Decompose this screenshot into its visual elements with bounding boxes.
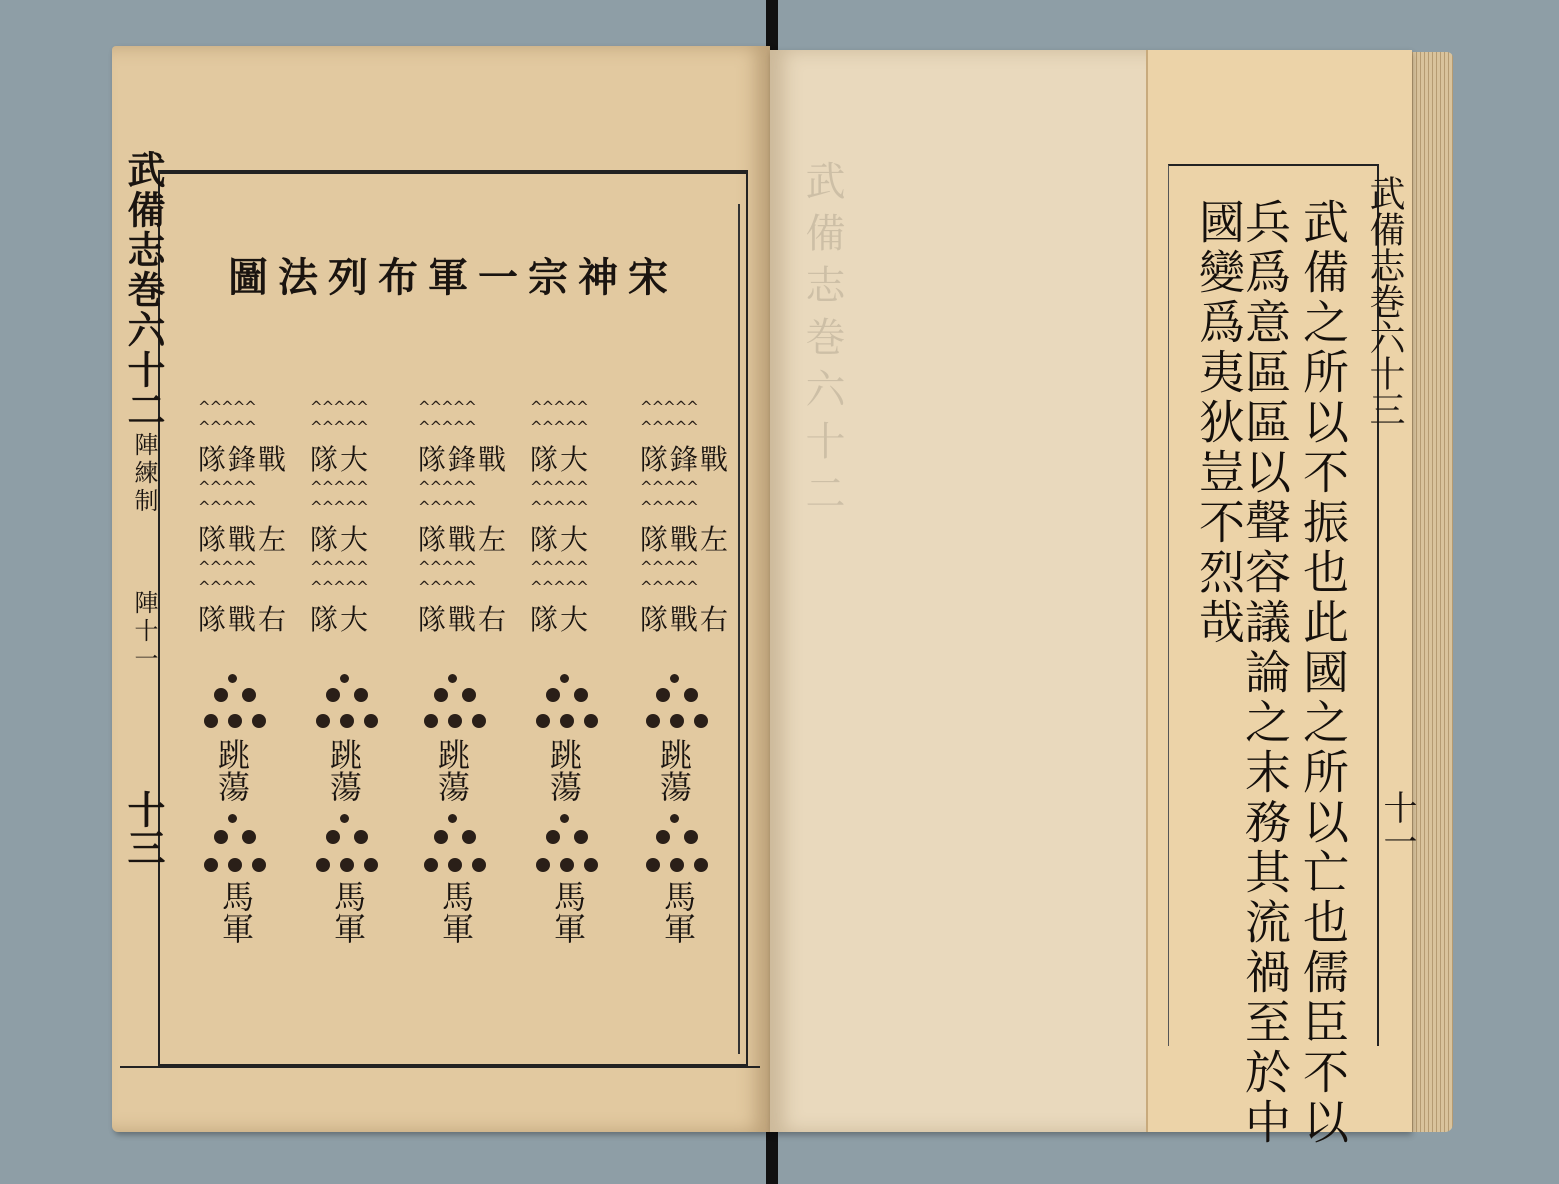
dot-mark bbox=[228, 674, 237, 683]
soldier-marks: ^^^^^ bbox=[418, 558, 476, 576]
soldier-marks: ^^^^^ bbox=[418, 418, 476, 436]
margin-title: 武備志巻六十二 bbox=[121, 150, 166, 430]
soldier-marks: ^^^^^ bbox=[530, 398, 588, 416]
right-margin-folio: 十一 bbox=[1377, 790, 1417, 858]
unit-label: 右戰隊 bbox=[417, 603, 508, 636]
cavalry-dot-cluster bbox=[532, 674, 602, 734]
soldier-marks: ^^^^^ bbox=[198, 418, 256, 436]
text-column-3: 國變爲夷狄豈不烈哉 bbox=[1192, 198, 1246, 648]
dot-mark bbox=[560, 714, 574, 728]
soldier-marks: ^^^^^ bbox=[310, 418, 368, 436]
unit-label: 大隊 bbox=[530, 523, 591, 556]
soldier-marks: ^^^^^ bbox=[418, 498, 476, 516]
cavalry-dot-cluster bbox=[642, 814, 712, 874]
dot-mark bbox=[694, 858, 708, 872]
margin-subsection: 陣十一 bbox=[130, 590, 158, 674]
soldier-marks: ^^^^^ bbox=[530, 478, 588, 496]
dot-mark bbox=[684, 688, 698, 702]
cavalry-dot-cluster bbox=[200, 814, 270, 874]
dot-mark bbox=[228, 858, 242, 872]
mid-label: 跳蕩 bbox=[433, 738, 471, 802]
mid-label: 跳蕩 bbox=[545, 738, 583, 802]
dot-mark bbox=[670, 814, 679, 823]
soldier-marks: ^^^^^ bbox=[198, 578, 256, 596]
cavalry-dot-cluster bbox=[420, 674, 490, 734]
dot-mark bbox=[546, 688, 560, 702]
soldier-marks: ^^^^^ bbox=[640, 398, 698, 416]
soldier-marks: ^^^^^ bbox=[640, 498, 698, 516]
dot-mark bbox=[316, 714, 330, 728]
mid-label: 跳蕩 bbox=[655, 738, 693, 802]
dot-mark bbox=[228, 814, 237, 823]
formation-column bbox=[530, 398, 620, 638]
formation-column bbox=[640, 398, 730, 638]
dot-mark bbox=[364, 714, 378, 728]
cavalry-dot-cluster bbox=[420, 814, 490, 874]
dot-mark bbox=[354, 830, 368, 844]
soldier-marks: ^^^^^ bbox=[640, 578, 698, 596]
dot-mark bbox=[472, 714, 486, 728]
dot-mark bbox=[214, 688, 228, 702]
soldier-marks: ^^^^^ bbox=[640, 478, 698, 496]
margin-chapter: 陣練制 bbox=[130, 432, 158, 516]
soldier-marks: ^^^^^ bbox=[530, 498, 588, 516]
dot-mark bbox=[684, 830, 698, 844]
dot-mark bbox=[694, 714, 708, 728]
dot-mark bbox=[340, 674, 349, 683]
dot-mark bbox=[656, 830, 670, 844]
cavalry-dot-cluster bbox=[312, 674, 382, 734]
dot-mark bbox=[448, 858, 462, 872]
mid-label: 跳蕩 bbox=[325, 738, 363, 802]
dot-mark bbox=[472, 858, 486, 872]
soldier-marks: ^^^^^ bbox=[530, 418, 588, 436]
bottom-label: 馬軍 bbox=[329, 880, 367, 944]
soldier-marks: ^^^^^ bbox=[530, 578, 588, 596]
text-column-1: 武備之所以不振也此國之所以亡也儒臣不以 bbox=[1296, 198, 1350, 1148]
soldier-marks: ^^^^^ bbox=[310, 478, 368, 496]
dot-mark bbox=[560, 814, 569, 823]
dot-mark bbox=[228, 714, 242, 728]
dot-mark bbox=[316, 858, 330, 872]
dot-mark bbox=[214, 830, 228, 844]
dot-mark bbox=[670, 858, 684, 872]
dot-mark bbox=[326, 688, 340, 702]
dot-mark bbox=[670, 714, 684, 728]
soldier-marks: ^^^^^ bbox=[530, 558, 588, 576]
mid-label: 跳蕩 bbox=[213, 738, 251, 802]
dot-mark bbox=[670, 674, 679, 683]
dot-mark bbox=[326, 830, 340, 844]
unit-label: 戰鋒隊 bbox=[197, 443, 288, 476]
unit-label: 大隊 bbox=[530, 603, 591, 636]
right-margin-title: 武備志巻六十三 bbox=[1364, 175, 1405, 427]
cavalry-dot-cluster bbox=[200, 674, 270, 734]
unit-label: 大隊 bbox=[310, 603, 371, 636]
soldier-marks: ^^^^^ bbox=[310, 578, 368, 596]
bottom-rule bbox=[120, 1066, 760, 1068]
unit-label: 大隊 bbox=[310, 443, 371, 476]
soldier-marks: ^^^^^ bbox=[310, 498, 368, 516]
dot-mark bbox=[434, 688, 448, 702]
dot-mark bbox=[646, 714, 660, 728]
dot-mark bbox=[584, 714, 598, 728]
soldier-marks: ^^^^^ bbox=[198, 478, 256, 496]
formation-column bbox=[198, 398, 288, 638]
unit-label: 戰鋒隊 bbox=[417, 443, 508, 476]
dot-mark bbox=[424, 858, 438, 872]
unit-label: 左戰隊 bbox=[197, 523, 288, 556]
dot-mark bbox=[574, 830, 588, 844]
dot-mark bbox=[560, 858, 574, 872]
soldier-marks: ^^^^^ bbox=[418, 478, 476, 496]
dot-mark bbox=[536, 714, 550, 728]
dot-mark bbox=[242, 830, 256, 844]
soldier-marks: ^^^^^ bbox=[198, 558, 256, 576]
dot-mark bbox=[462, 830, 476, 844]
dot-mark bbox=[364, 858, 378, 872]
cavalry-dot-cluster bbox=[312, 814, 382, 874]
dot-mark bbox=[354, 688, 368, 702]
unit-label: 右戰隊 bbox=[639, 603, 730, 636]
dot-mark bbox=[252, 714, 266, 728]
dot-mark bbox=[560, 674, 569, 683]
dot-mark bbox=[584, 858, 598, 872]
soldier-marks: ^^^^^ bbox=[310, 558, 368, 576]
frame-inner-rule bbox=[738, 204, 740, 1054]
bottom-label: 馬軍 bbox=[437, 880, 475, 944]
unit-label: 右戰隊 bbox=[197, 603, 288, 636]
dot-mark bbox=[204, 714, 218, 728]
dot-mark bbox=[242, 688, 256, 702]
bottom-label: 馬軍 bbox=[217, 880, 255, 944]
dot-mark bbox=[340, 814, 349, 823]
dot-mark bbox=[340, 714, 354, 728]
text-column-2: 兵爲意區區以聲容議論之末務其流禍至於中 bbox=[1238, 198, 1292, 1148]
bottom-label: 馬軍 bbox=[659, 880, 697, 944]
unit-label: 大隊 bbox=[530, 443, 591, 476]
soldier-marks: ^^^^^ bbox=[198, 398, 256, 416]
dot-mark bbox=[546, 830, 560, 844]
dot-mark bbox=[448, 674, 457, 683]
soldier-marks: ^^^^^ bbox=[310, 398, 368, 416]
dot-mark bbox=[424, 714, 438, 728]
dot-mark bbox=[448, 814, 457, 823]
dot-mark bbox=[252, 858, 266, 872]
soldier-marks: ^^^^^ bbox=[418, 578, 476, 596]
dot-mark bbox=[448, 714, 462, 728]
unit-label: 左戰隊 bbox=[639, 523, 730, 556]
dot-mark bbox=[574, 688, 588, 702]
margin-folio: 十三 bbox=[121, 790, 166, 866]
show-through-text: 武備志巻六十二 bbox=[799, 160, 845, 524]
dot-mark bbox=[536, 858, 550, 872]
dot-mark bbox=[646, 858, 660, 872]
unit-label: 戰鋒隊 bbox=[639, 443, 730, 476]
dot-mark bbox=[462, 688, 476, 702]
soldier-marks: ^^^^^ bbox=[640, 558, 698, 576]
dot-mark bbox=[340, 858, 354, 872]
bottom-label: 馬軍 bbox=[549, 880, 587, 944]
soldier-marks: ^^^^^ bbox=[418, 398, 476, 416]
cavalry-dot-cluster bbox=[642, 674, 712, 734]
diagram-title: 宋神宗一軍布列法圖 bbox=[228, 254, 678, 301]
unit-label: 大隊 bbox=[310, 523, 371, 556]
dot-mark bbox=[434, 830, 448, 844]
page-edges bbox=[1405, 52, 1453, 1132]
unit-label: 左戰隊 bbox=[417, 523, 508, 556]
dot-mark bbox=[204, 858, 218, 872]
dot-mark bbox=[656, 688, 670, 702]
soldier-marks: ^^^^^ bbox=[640, 418, 698, 436]
cavalry-dot-cluster bbox=[532, 814, 602, 874]
formation-column bbox=[418, 398, 508, 638]
formation-column bbox=[310, 398, 400, 638]
soldier-marks: ^^^^^ bbox=[198, 498, 256, 516]
